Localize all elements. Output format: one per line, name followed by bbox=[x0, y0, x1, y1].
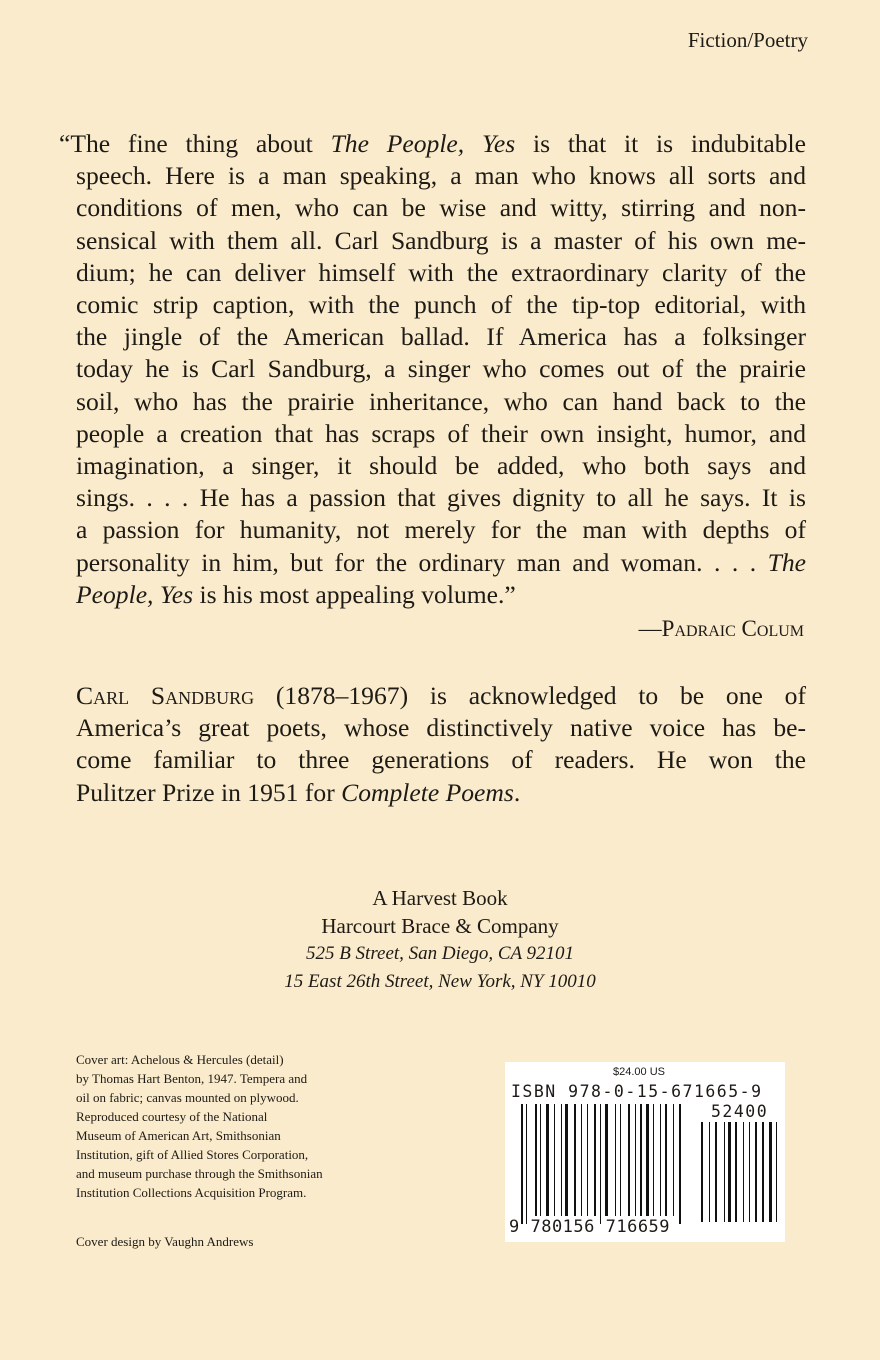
quote-text: a passion for humanity, not merely for the man with depths of bbox=[76, 515, 806, 545]
bio-text: (1878–1967) is acknowledged to be one of bbox=[254, 681, 806, 710]
quote-text: personality in him, but for the ordinary man and woman. . . . bbox=[76, 547, 768, 577]
credit-line: Cover art: Achelous & Hercules (detail) bbox=[76, 1052, 284, 1067]
credit-line: Institution, gift of Allied Stores Corporation, bbox=[76, 1147, 309, 1162]
quote-line bbox=[76, 321, 806, 353]
barcode-bar bbox=[620, 1104, 621, 1216]
credit-line: oil on fabric; canvas mounted on plywood. bbox=[76, 1090, 299, 1105]
price-label: $24.00 US bbox=[613, 1066, 665, 1078]
quote-text: is his most appealing volume.” bbox=[193, 579, 516, 609]
barcode-bar bbox=[635, 1104, 636, 1216]
quote-line bbox=[76, 547, 806, 579]
price-code: 52400 bbox=[711, 1102, 769, 1121]
barcode-bar bbox=[546, 1104, 549, 1216]
publisher-address-1: 525 B Street, San Diego, CA 92101 bbox=[305, 943, 575, 964]
review-quote bbox=[56, 128, 806, 611]
quote-line bbox=[59, 128, 806, 160]
quote-line bbox=[76, 225, 806, 257]
bio-text: Complete Poems bbox=[341, 777, 514, 807]
credit-line: Museum of American Art, Smithsonian bbox=[76, 1128, 281, 1143]
imprint-name: A Harvest Book bbox=[372, 886, 508, 910]
publisher-address-2: 15 East 26th Street, New York, NY 10010 bbox=[284, 971, 596, 992]
credit-line: and museum purchase through the Smithsonian bbox=[76, 1166, 323, 1181]
barcode-bar bbox=[554, 1104, 555, 1216]
credit-line: Institution Collections Acquisition Program. bbox=[76, 1185, 307, 1200]
publisher-name: Harcourt Brace & Company bbox=[321, 914, 559, 938]
barcode-bar bbox=[605, 1104, 608, 1216]
barcode-bar bbox=[665, 1104, 667, 1216]
quote-text: soil, who has the prairie inheritance, who can hand back to the bbox=[76, 386, 806, 416]
attribution-name: —Padraic Colum bbox=[638, 616, 804, 641]
bio-line bbox=[76, 744, 806, 776]
bio-line bbox=[76, 680, 806, 712]
bio-line bbox=[76, 777, 806, 809]
isbn-label: ISBN 978-0-15-671665-9 bbox=[511, 1082, 763, 1101]
barcode-bar bbox=[660, 1104, 661, 1216]
barcode-bar bbox=[574, 1104, 576, 1216]
quote-text: “The fine thing about bbox=[59, 129, 331, 158]
barcode-bar bbox=[615, 1104, 616, 1216]
barcode-bar bbox=[646, 1104, 649, 1216]
quote-line bbox=[76, 418, 806, 450]
barcode-bar bbox=[728, 1122, 731, 1222]
barcode-bar bbox=[594, 1104, 596, 1216]
quote-line bbox=[76, 514, 806, 546]
barcode-panel bbox=[505, 1062, 785, 1242]
barcode-bar bbox=[565, 1104, 568, 1216]
barcode-bar bbox=[581, 1104, 582, 1216]
barcode-bar bbox=[540, 1104, 541, 1216]
barcode-bar bbox=[701, 1122, 703, 1222]
barcode-bar bbox=[600, 1104, 601, 1224]
quote-line bbox=[76, 192, 806, 224]
barcode-bar bbox=[743, 1122, 744, 1222]
barcode-bar bbox=[653, 1104, 654, 1216]
cover-design-credit: Cover design by Vaughn Andrews bbox=[76, 1234, 254, 1249]
quote-line bbox=[76, 289, 806, 321]
barcode-bar bbox=[640, 1104, 642, 1216]
quote-attribution bbox=[639, 616, 804, 642]
quote-text: sings. . . . He has a passion that gives dignity to all he says. It is bbox=[76, 483, 806, 513]
quote-line bbox=[76, 482, 806, 514]
ean-digits: 9 780156 716659 bbox=[509, 1217, 671, 1237]
bio-text: Carl Sandburg bbox=[76, 681, 255, 710]
quote-line bbox=[76, 353, 806, 385]
quote-text: dium; he can deliver himself with the extraordinary clarity of the bbox=[76, 257, 806, 287]
quote-line bbox=[76, 386, 806, 418]
quote-line bbox=[76, 579, 806, 611]
genre-label: Fiction/Poetry bbox=[687, 28, 808, 52]
quote-text: is that it is indubitable bbox=[515, 129, 806, 158]
barcode-bar bbox=[735, 1122, 737, 1222]
quote-text: today he is Carl Sandburg, a singer who comes out of the prairie bbox=[76, 354, 806, 384]
author-bio bbox=[76, 680, 806, 809]
barcode-bars bbox=[505, 1062, 785, 1242]
credit-line: Reproduced courtesy of the National bbox=[76, 1109, 268, 1124]
barcode-bar bbox=[769, 1122, 772, 1222]
quote-text: sensical with them all. Carl Sandburg is a master of his own me- bbox=[76, 225, 806, 255]
quote-text: conditions of men, who can be wise and witty, stirring and non- bbox=[76, 193, 806, 223]
bio-line bbox=[76, 712, 806, 744]
quote-line bbox=[76, 160, 806, 192]
quote-line bbox=[76, 257, 806, 289]
publisher-block bbox=[0, 884, 880, 996]
barcode-bar bbox=[776, 1122, 777, 1222]
quote-text: the jingle of the American ballad. If America has a folksinger bbox=[76, 322, 806, 352]
quote-text: comic strip caption, with the punch of the tip-top editorial, with bbox=[76, 290, 806, 320]
barcode-bar bbox=[521, 1104, 523, 1224]
barcode-bar bbox=[526, 1104, 527, 1224]
bio-text: come familiar to three generations of readers. He won the bbox=[76, 745, 806, 775]
barcode-bar bbox=[749, 1122, 750, 1222]
quote-text: The bbox=[767, 547, 806, 577]
barcode-bar bbox=[673, 1104, 674, 1216]
bio-text: . bbox=[513, 777, 521, 807]
barcode-bar bbox=[561, 1104, 562, 1216]
barcode-bar bbox=[715, 1122, 717, 1222]
barcode-bar bbox=[755, 1122, 757, 1222]
quote-line bbox=[76, 450, 806, 482]
bio-text: America’s great poets, whose distinctively native voice has be- bbox=[76, 713, 806, 743]
barcode-bar bbox=[679, 1104, 681, 1224]
quote-text: speech. Here is a man speaking, a man who knows all sorts and bbox=[76, 161, 806, 191]
quote-text: people a creation that has scraps of their own insight, humor, and bbox=[76, 418, 806, 448]
barcode-bar bbox=[762, 1122, 764, 1222]
barcode-bar bbox=[587, 1104, 588, 1216]
quote-text: People, Yes bbox=[76, 579, 194, 609]
barcode-bar bbox=[709, 1122, 710, 1222]
quote-text: The People, Yes bbox=[330, 129, 516, 158]
barcode-bar bbox=[535, 1104, 537, 1216]
cover-art-credits bbox=[76, 1050, 386, 1202]
barcode-bar bbox=[628, 1104, 630, 1216]
credit-line: by Thomas Hart Benton, 1947. Tempera and bbox=[76, 1071, 308, 1086]
quote-text: imagination, a singer, it should be added, who both says and bbox=[76, 451, 806, 481]
barcode-bar bbox=[724, 1122, 725, 1222]
bio-text: Pulitzer Prize in 1951 for bbox=[76, 777, 342, 807]
